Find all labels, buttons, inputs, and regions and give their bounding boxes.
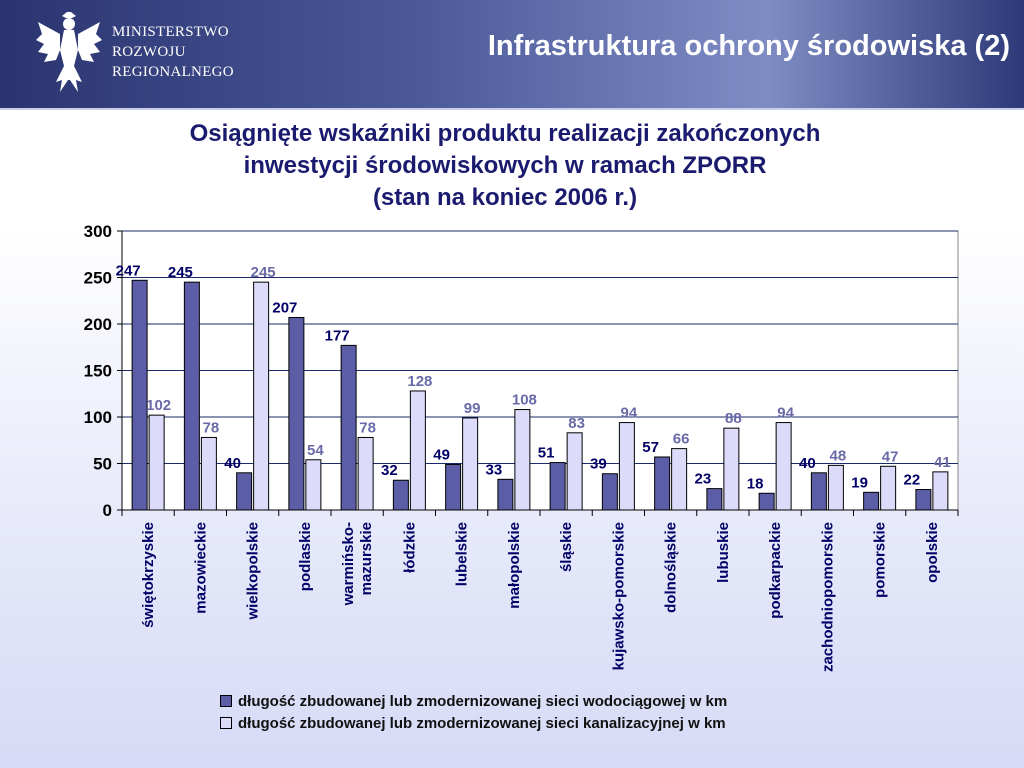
bar-water [550, 463, 565, 510]
bar-water [759, 493, 774, 510]
data-label: 83 [568, 414, 585, 432]
data-label: 128 [407, 372, 433, 390]
data-label: 99 [463, 399, 481, 417]
data-label: 48 [829, 447, 847, 465]
bar-water [393, 480, 408, 510]
data-label: 177 [324, 327, 350, 345]
x-category-label: podkarpackie [767, 522, 785, 619]
x-category-label: świętokrzyskie [140, 522, 158, 628]
bar-sewer [828, 465, 843, 510]
data-label: 40 [799, 454, 816, 472]
x-category-label: lubelskie [453, 522, 471, 587]
legend-swatch-water [220, 695, 232, 707]
data-label: 78 [202, 419, 220, 437]
ministry-line-2: ROZWOJU [112, 44, 186, 60]
y-tick-label: 200 [83, 315, 112, 334]
bar-sewer [254, 282, 269, 510]
data-label: 207 [272, 299, 298, 317]
slide-title: Infrastruktura ochrony środowiska (2) [487, 30, 1010, 62]
data-label: 33 [485, 461, 503, 479]
legend-entry-sewer [220, 712, 727, 734]
bar-sewer [672, 449, 687, 510]
bar-water [498, 479, 513, 510]
bar-sewer [149, 415, 164, 510]
x-category-label: opolskie [923, 522, 941, 583]
x-category-label: mazurskie [358, 522, 376, 596]
y-tick-label: 0 [102, 501, 112, 520]
bar-water [655, 457, 670, 510]
x-category-label: podlaskie [296, 522, 314, 592]
data-label: 245 [250, 264, 276, 282]
bar-water [184, 282, 199, 510]
data-label: 22 [903, 471, 921, 489]
x-category-label: małopolskie [505, 522, 523, 609]
bar-sewer [933, 472, 948, 510]
ministry-line-1: MINISTERSTWO [112, 24, 229, 40]
x-category-label: zachodniopomorskie [819, 522, 837, 673]
bar-sewer [463, 418, 478, 510]
bar-sewer [515, 410, 530, 510]
x-category-label: mazowieckie [192, 522, 210, 614]
bar-water [237, 473, 252, 510]
y-tick-label: 250 [83, 268, 112, 288]
bar-water [707, 489, 722, 510]
x-category-label: wielkopolskie [244, 522, 262, 620]
bar-sewer [619, 423, 634, 510]
ministry-line-3: REGIONALNEGO [112, 64, 234, 80]
bar-water [289, 317, 304, 510]
bar-water [446, 464, 461, 510]
chart-legend [220, 690, 727, 734]
chart-title-line-1: Osiągnięte wskaźniki produktu realizacji zakończonych [189, 120, 821, 147]
data-label: 54 [307, 441, 324, 459]
x-category-label: warmińsko- [340, 522, 358, 606]
chart-title-line-2: inwestycji środowiskowych w ramach ZPORR [243, 152, 767, 179]
x-category-label: pomorskie [871, 522, 889, 598]
bar-sewer [358, 437, 373, 510]
legend-label-sewer: długość zbudowanej lub zmodernizowanej sieci kanalizacyjnej w km [238, 714, 726, 732]
data-label: 32 [381, 462, 398, 480]
bar-sewer [724, 428, 739, 510]
y-tick-label: 100 [83, 408, 112, 427]
data-label: 23 [694, 470, 712, 488]
x-category-label: kujawsko-pomorskie [610, 522, 628, 671]
data-label: 39 [590, 455, 607, 473]
legend-label-water: długość zbudowanej lub zmodernizowanej sieci wodociągowej w km [238, 692, 728, 710]
data-label: 57 [642, 438, 659, 456]
bar-water [916, 490, 931, 510]
y-tick-label: 300 [83, 222, 112, 241]
y-tick-label: 50 [93, 454, 112, 474]
bar-sewer [567, 433, 582, 510]
data-label: 245 [167, 264, 193, 282]
data-label: 108 [511, 391, 537, 409]
bar-water [811, 473, 826, 510]
data-label: 94 [777, 404, 794, 422]
data-label: 78 [359, 419, 376, 437]
data-label: 19 [851, 474, 868, 492]
x-category-label: dolnośląskie [662, 522, 680, 613]
legend-entry-water [220, 690, 727, 712]
data-label: 47 [881, 448, 899, 466]
data-label: 49 [433, 446, 450, 464]
bar-sewer [410, 391, 425, 510]
data-label: 102 [146, 397, 172, 415]
bar-water [864, 492, 879, 510]
data-label: 66 [672, 430, 690, 448]
bar-water [132, 280, 147, 510]
data-label: 51 [537, 444, 555, 462]
x-category-label: lubuskie [714, 522, 732, 583]
data-label: 18 [746, 475, 764, 493]
data-label: 40 [224, 454, 241, 472]
y-tick-label: 150 [83, 361, 112, 381]
data-label: 247 [115, 262, 141, 280]
bar-water [341, 345, 356, 510]
data-label: 88 [725, 410, 742, 428]
data-label: 41 [934, 453, 951, 471]
bar-sewer [306, 460, 321, 510]
data-label: 94 [620, 404, 638, 422]
x-category-label: łódzkie [401, 522, 419, 573]
chart-title-line-3: (stan na koniec 2006 r.) [372, 184, 638, 211]
bar-water [602, 474, 617, 510]
bar-sewer [201, 437, 216, 510]
bar-sewer [776, 423, 791, 510]
legend-swatch-sewer [220, 717, 232, 729]
bar-sewer [881, 466, 896, 510]
x-category-label: śląskie [558, 522, 576, 573]
